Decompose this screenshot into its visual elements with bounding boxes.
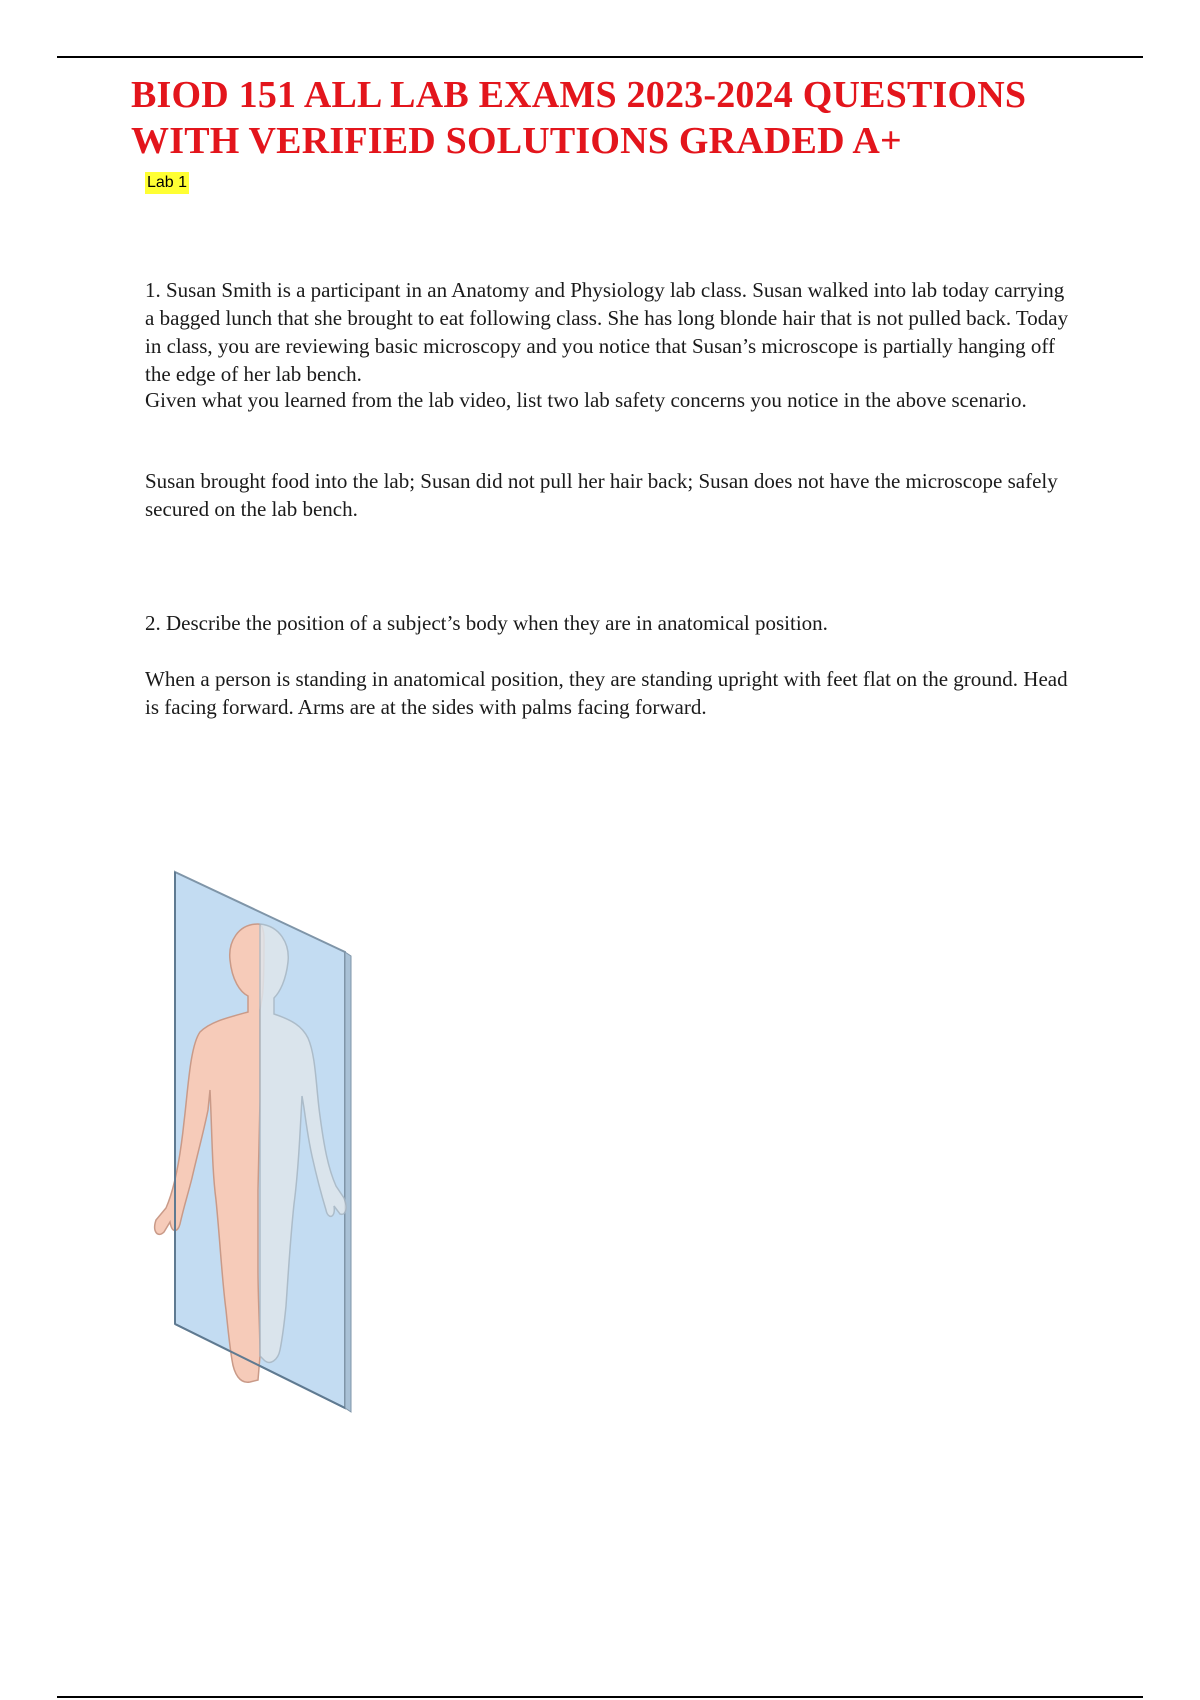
anatomical-plane-figure (140, 860, 390, 1420)
question-1-answer: Susan brought food into the lab; Susan did not pull her hair back; Susan does not have the microscope safely secured on the lab bench. (145, 469, 1058, 521)
section-label: Lab 1 (145, 172, 189, 194)
sagittal-plane-edge (345, 952, 351, 1412)
question-2-prompt: 2. Describe the position of a subject’s body when they are in anatomical position. (145, 611, 828, 635)
top-rule (57, 56, 1143, 58)
bottom-rule (57, 1696, 1143, 1698)
question-2-answer: When a person is standing in anatomical position, they are standing upright with feet flat on the ground. Head is facing forward. Arms are at the sides with palms facing forward. (145, 667, 1068, 719)
question-1-followup: Given what you learned from the lab video, list two lab safety concerns you notice in the above scenario. (145, 388, 1027, 412)
question-1-prompt: 1. Susan Smith is a participant in an Anatomy and Physiology lab class. Susan walked into lab today carrying a bagged lunch that she brought to eat following class. She has long blonde hair that is not pulled back. Today in class, you are reviewing basic microscopy and you notice that Susan’s microscope is partially hanging off the edge of her lab bench. (145, 278, 1069, 386)
anatomical-plane-figure-icon (140, 860, 390, 1420)
document-title: BIOD 151 ALL LAB EXAMS 2023-2024 QUESTIONS WITH VERIFIED SOLUTIONS GRADED A+ (131, 74, 1027, 162)
